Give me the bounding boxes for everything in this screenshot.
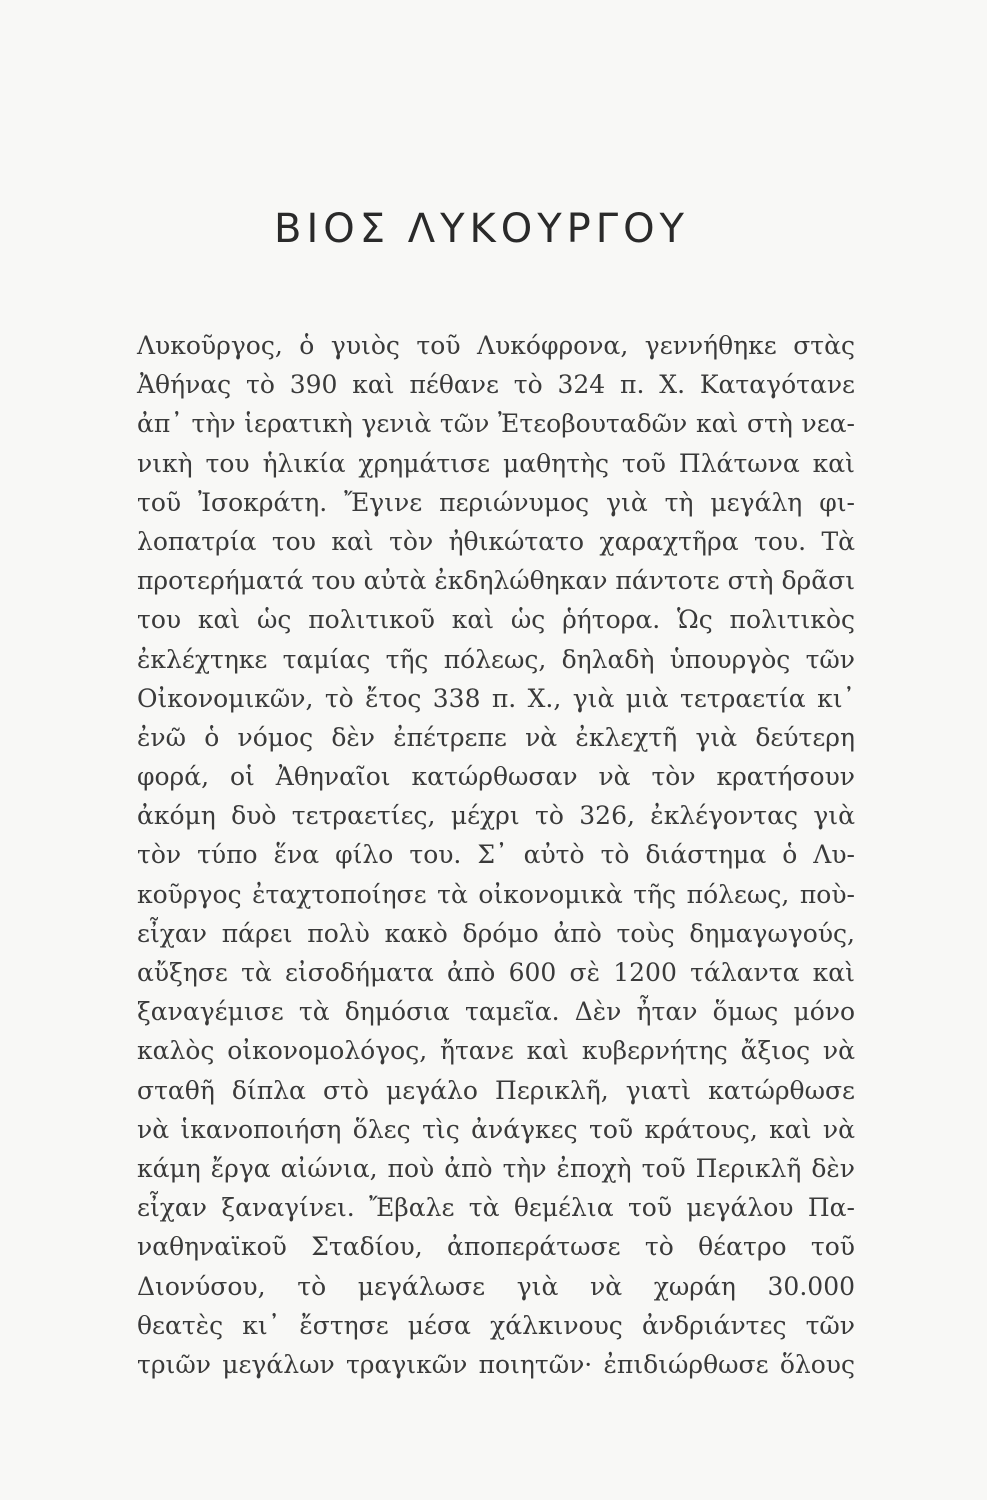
text-line: θεατὲς κι᾽ ἔστησε μέσα χάλκινους ἀνδριάντες τῶν	[137, 1310, 855, 1340]
page-title: ΒΙΟΣ ΛΥΚΟΥΡΓΟΥ	[274, 206, 689, 252]
text-line: τριῶν μεγάλων τραγικῶν ποιητῶν· ἐπιδιώρθωσε ὅλους	[137, 1349, 855, 1379]
text-line: αὔξησε τὰ εἰσοδήματα ἀπὸ 600 σὲ 1200 τάλαντα καὶ	[137, 958, 855, 987]
text-line: Λυκοῦργος, ὁ γυιὸς τοῦ Λυκόφρονα, γεννήθηκε στὰς	[137, 331, 855, 360]
text-line: τοῦ Ἰσοκράτη. Ἔγινε περιώνυμος γιὰ τὴ μεγάλη φι-	[137, 487, 855, 517]
text-line: ἐκλέχτηκε ταμίας τῆς πόλεως, δηλαδὴ ὑπουργὸς τῶν	[137, 644, 855, 674]
text-line: ἀκόμη δυὸ τετραετίες, μέχρι τὸ 326, ἐκλέγοντας γιὰ	[137, 801, 855, 831]
text-line: Ἀθήνας τὸ 390 καὶ πέθανε τὸ 324 π. Χ. Καταγότανε	[137, 370, 855, 400]
text-line: Οἰκονομικῶν, τὸ ἔτος 338 π. Χ., γιὰ μιὰ τετραετία κι᾽	[137, 683, 855, 713]
text-line: ναθηναϊκοῦ Σταδίου, ἀποπεράτωσε τὸ θέατρο τοῦ	[137, 1232, 855, 1262]
text-line: φορά, οἱ Ἀθηναῖοι κατώρθωσαν νὰ τὸν κρατήσουν	[137, 762, 855, 792]
text-line: ἐνῶ ὁ νόμος δὲν ἐπέτρεπε νὰ ἐκλεχτῆ γιὰ δεύτερη	[137, 722, 855, 752]
text-line: νὰ ἱκανοποιήση ὅλες τὶς ἀνάγκες τοῦ κράτους, καὶ νὰ	[137, 1114, 855, 1144]
text-line: σταθῆ δίπλα στὸ μεγάλο Περικλῆ, γιατὶ κατώρθωσε	[137, 1075, 855, 1105]
text-line: τὸν τύπο ἕνα φίλο του. Σ᾽ αὐτὸ τὸ διάστημα ὁ Λυ-	[137, 840, 855, 870]
text-line: κοῦργος ἐταχτοποίησε τὰ οἰκονομικὰ τῆς πόλεως, ποὺ-	[137, 879, 855, 909]
text-line: καλὸς οἰκονομολόγος, ἤτανε καὶ κυβερνήτης ἄξιος νὰ	[137, 1036, 855, 1066]
body-text	[137, 326, 855, 1384]
text-line: Διονύσου, τὸ μεγάλωσε γιὰ νὰ χωράη 30.000	[137, 1271, 855, 1301]
text-line: εἶχαν πάρει πολὺ κακὸ δρόμο ἀπὸ τοὺς δημαγωγούς,	[137, 918, 855, 948]
text-line: νικὴ του ἡλικία χρημάτισε μαθητὴς τοῦ Πλάτωνα καὶ	[137, 448, 855, 478]
text-line: ἀπ᾽ τὴν ἱερατικὴ γενιὰ τῶν Ἐτεοβουταδῶν καὶ στὴ νεα-	[137, 409, 855, 439]
text-line: λοπατρία του καὶ τὸν ἠθικώτατο χαραχτῆρα του. Τὰ	[137, 526, 855, 556]
text-line: του καὶ ὡς πολιτικοῦ καὶ ὡς ῥήτορα. Ὡς πολιτικὸς	[137, 605, 855, 635]
text-line: κάμη ἔργα αἰώνια, ποὺ ἀπὸ τὴν ἐποχὴ τοῦ Περικλῆ δὲν	[137, 1153, 855, 1183]
text-line: προτερήματά του αὐτὰ ἐκδηλώθηκαν πάντοτε στὴ δρᾶσι	[137, 566, 855, 596]
text-line: εἶχαν ξαναγίνει. Ἔβαλε τὰ θεμέλια τοῦ μεγάλου Πα-	[137, 1193, 855, 1223]
text-line: ξαναγέμισε τὰ δημόσια ταμεῖα. Δὲν ἦταν ὅμως μόνο	[137, 997, 855, 1027]
